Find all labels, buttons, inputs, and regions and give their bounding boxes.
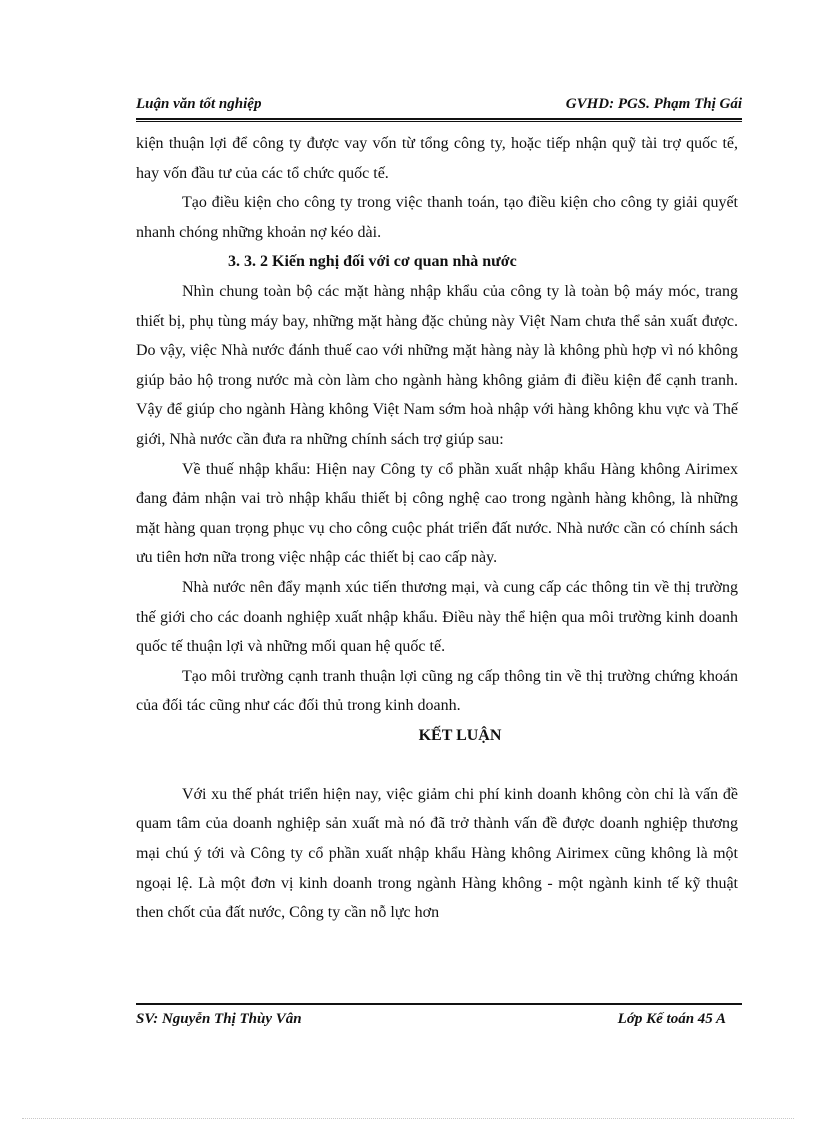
paragraph-continued: kiện thuận lợi để công ty được vay vốn từ tổng công ty, hoặc tiếp nhận quỹ tài trợ quốc tế, hay vốn đầu tư của các tổ chức quốc tế. [136,135,738,182]
header-thesis-label: Luận văn tốt nghiệp [136,96,262,112]
paragraph: Nhà nước nên đẩy mạnh xúc tiến thương mại, và cung cấp các thông tin về thị trường thế giới cho các doanh nghiệp xuất nhập khẩu. Điều này thể hiện qua môi trường kinh doanh quốc tế thuận lợi và những mối quan hệ quốc tế. [136,578,738,656]
section-heading: 3. 3. 2 Kiến nghị đối với cơ quan nhà nước [228,253,517,271]
page-boundary [22,1118,794,1119]
paragraph: Nhìn chung toàn bộ các mặt hàng nhập khẩu của công ty là toàn bộ máy móc, trang thiết bị, phụ tùng máy bay, những mặt hàng đặc chủng này Việt Nam chưa thể sản xuất được. Do vậy, việc Nhà nước đánh thuế cao với những mặt hàng này là không phù hợp vì nó không giúp bảo hộ trong nước mà còn làm cho ngành hàng không giảm đi điều kiện để cạnh tranh. Vậy để giúp cho ngành Hàng không Việt Nam sớm hoà nhập với hàng không khu vực và Thế giới, Nhà nước cần đưa ra những chính sách trợ giúp sau: [136,282,738,448]
footer-student-name: SV: Nguyễn Thị Thùy Vân [136,1011,302,1027]
footer-class: Lớp Kế toán 45 A [617,1011,726,1027]
page-body [136,129,738,928]
header-divider [136,118,742,122]
footer-divider [136,1003,742,1005]
paragraph: Tạo điều kiện cho công ty trong việc thanh toán, tạo điều kiện cho công ty giải quyết nhanh chóng những khoản nợ kéo dài. [136,194,738,241]
conclusion-title: KẾT LUẬN [418,726,502,744]
paragraph: Với xu thế phát triển hiện nay, việc giảm chi phí kinh doanh không còn chỉ là vấn đề quam tâm của doanh nghiệp sản xuất mà nó đã trở thành vấn đề được doanh nghiệp thương mại chú ý tới và Công ty cổ phần xuất nhập khẩu Hàng không Airimex cũng không là một ngoại lệ. Là một đơn vị kinh doanh trong ngành Hàng không - một ngành kinh tế kỹ thuật then chốt của đất nước, Công ty cần nỗ lực hơn [136,785,738,922]
paragraph: Về thuế nhập khẩu: Hiện nay Công ty cổ phần xuất nhập khẩu Hàng không Airimex đang đảm nhận vai trò nhập khẩu thiết bị công nghệ cao trong ngành hàng không, là những mặt hàng quan trọng phục vụ cho công cuộc phát triển đất nước. Nhà nước cần có chính sách ưu tiên hơn nữa trong việc nhập các thiết bị cao cấp này. [136,460,738,567]
header-supervisor: GVHD: PGS. Phạm Thị Gái [565,96,742,112]
paragraph: Tạo môi trường cạnh tranh thuận lợi cũng ng cấp thông tin về thị trường chứng khoán của đối tác cũng như các đối thủ trong kinh doanh. [136,667,738,715]
page-header [136,94,742,116]
